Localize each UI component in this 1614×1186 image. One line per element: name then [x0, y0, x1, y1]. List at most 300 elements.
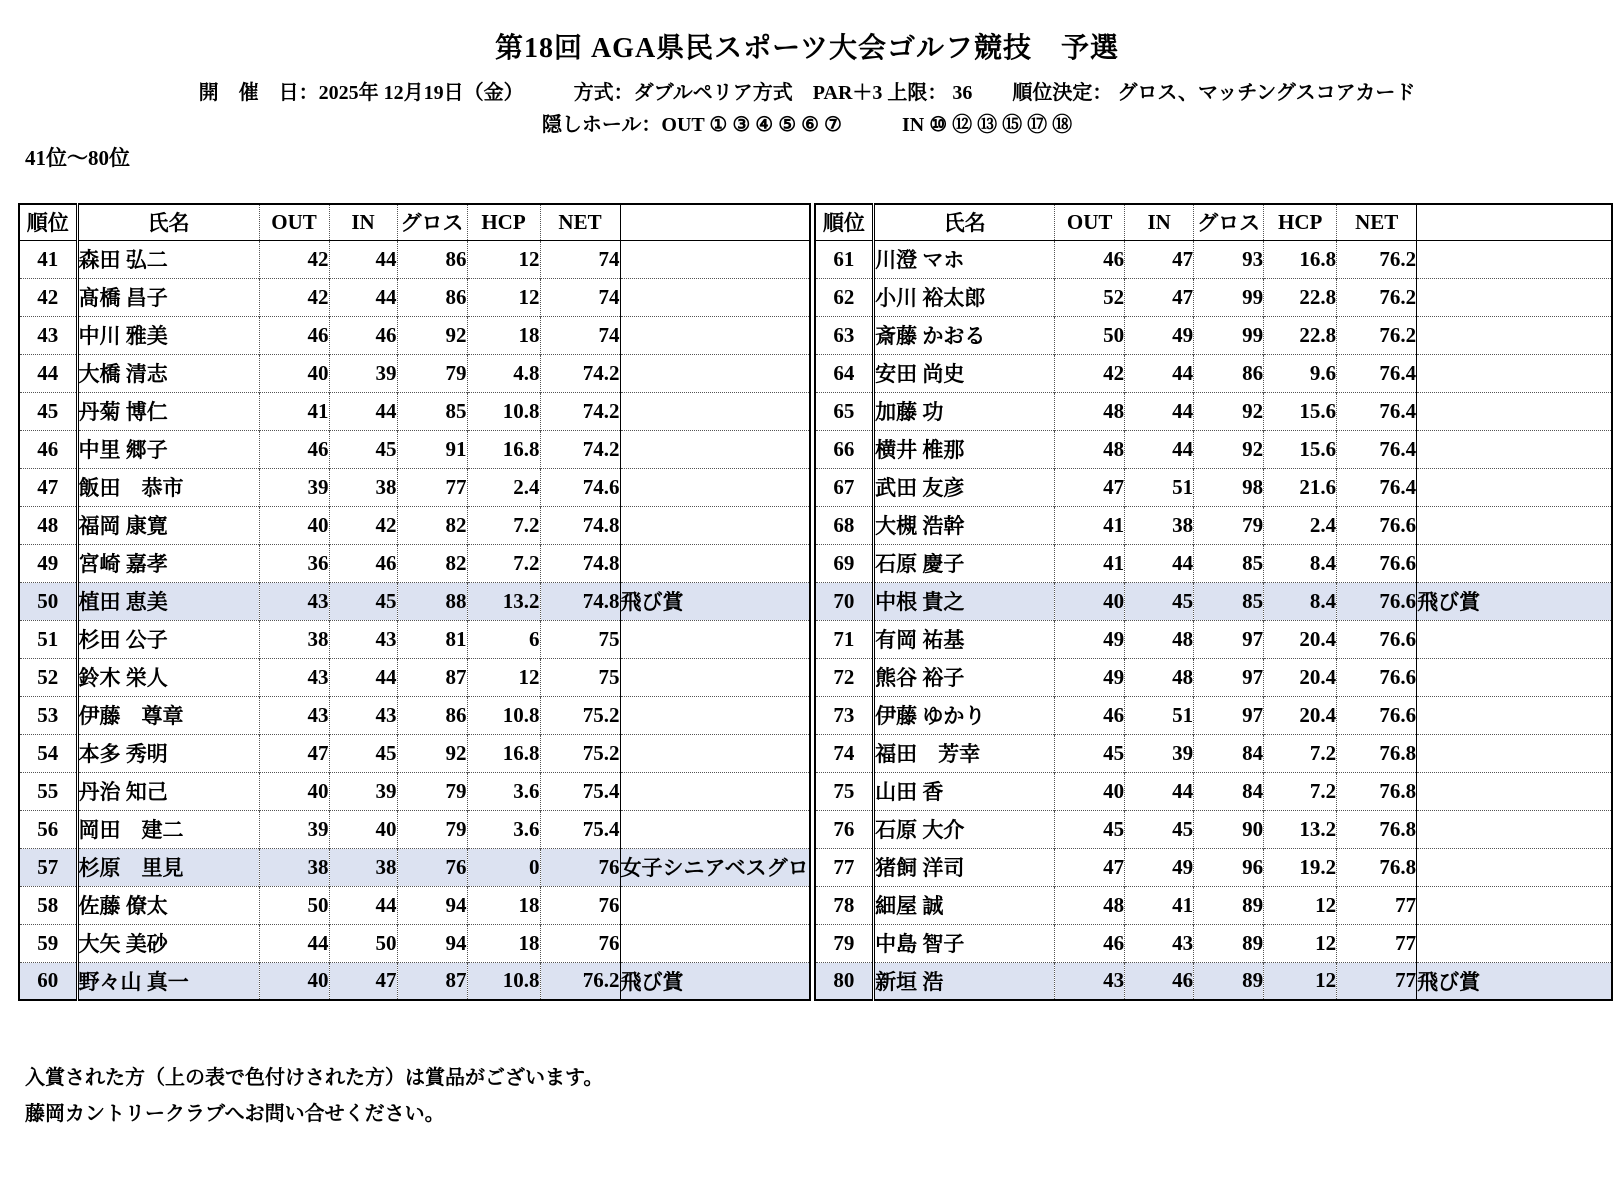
table-row — [815, 620, 1612, 658]
cell-out: 40 — [1055, 582, 1125, 620]
cell-net: 76.6 — [1337, 658, 1417, 696]
cell-gross: 99 — [1194, 278, 1264, 316]
cell-rank: 44 — [19, 354, 77, 392]
cell-net: 74.8 — [540, 506, 620, 544]
cell-remark: 飛び賞 — [620, 590, 684, 614]
cell-name: 佐藤 僚太 — [77, 886, 259, 924]
cell-in: 47 — [1125, 240, 1194, 278]
cell-hcp: 7.2 — [1264, 772, 1337, 810]
cell-in: 44 — [1125, 430, 1194, 468]
cell-hcp: 12 — [467, 658, 540, 696]
cell-hcp: 20.4 — [1264, 620, 1337, 658]
cell-remark — [1417, 810, 1612, 848]
column-header-hcp: HCP — [1264, 204, 1337, 240]
cell-net: 76.6 — [1337, 620, 1417, 658]
cell-net: 74.2 — [540, 392, 620, 430]
cell-in: 45 — [329, 582, 397, 620]
table-row — [19, 582, 810, 620]
cell-name: 森田 弘二 — [77, 240, 259, 278]
cell-rank: 49 — [19, 544, 77, 582]
cell-rank: 59 — [19, 924, 77, 962]
cell-rank: 62 — [815, 278, 874, 316]
cell-rank: 77 — [815, 848, 874, 886]
cell-out: 41 — [259, 392, 329, 430]
column-header-hcp: HCP — [467, 204, 540, 240]
cell-out: 43 — [259, 696, 329, 734]
cell-name: 中川 雅美 — [77, 316, 259, 354]
header-row — [815, 204, 1612, 240]
cell-gross: 96 — [1194, 848, 1264, 886]
cell-out: 46 — [259, 316, 329, 354]
cell-hcp: 16.8 — [467, 734, 540, 772]
cell-rank: 68 — [815, 506, 874, 544]
cell-out: 36 — [259, 544, 329, 582]
cell-gross: 85 — [1194, 582, 1264, 620]
cell-net: 76 — [540, 924, 620, 962]
cell-remark — [620, 696, 810, 734]
cell-rank: 58 — [19, 886, 77, 924]
cell-out: 38 — [259, 848, 329, 886]
cell-name: 加藤 功 — [874, 392, 1055, 430]
cell-name: 猪飼 洋司 — [874, 848, 1055, 886]
cell-net: 76.2 — [540, 962, 620, 1000]
cell-out: 47 — [1055, 848, 1125, 886]
table-row — [19, 620, 810, 658]
cell-hcp: 15.6 — [1264, 430, 1337, 468]
table-row — [19, 544, 810, 582]
cell-remark — [1417, 354, 1612, 392]
cell-hcp: 12 — [1264, 962, 1337, 1000]
cell-out: 47 — [1055, 468, 1125, 506]
cell-remark — [1417, 316, 1612, 354]
table-row — [815, 354, 1612, 392]
cell-rank: 71 — [815, 620, 874, 658]
cell-rank: 65 — [815, 392, 874, 430]
cell-name: 川澄 マホ — [874, 240, 1055, 278]
event-info-line: 開 催 日：2025年 12月19日（金） 方式：ダブルペリア方式 PAR＋3 上限： 36 順位決定： グロス、マッチングスコアカード — [198, 82, 1416, 104]
cell-net: 75.4 — [540, 810, 620, 848]
cell-remark — [620, 886, 810, 924]
cell-rank: 80 — [815, 962, 874, 1000]
cell-in: 39 — [1125, 734, 1194, 772]
cell-in: 45 — [329, 430, 397, 468]
cell-remark — [620, 544, 810, 582]
cell-in: 44 — [329, 658, 397, 696]
cell-out: 42 — [259, 278, 329, 316]
table-row — [815, 506, 1612, 544]
cell-remark — [620, 658, 810, 696]
cell-out: 38 — [259, 620, 329, 658]
cell-in: 42 — [329, 506, 397, 544]
cell-hcp: 18 — [467, 924, 540, 962]
cell-rank: 63 — [815, 316, 874, 354]
cell-net: 74 — [540, 316, 620, 354]
cell-rank: 48 — [19, 506, 77, 544]
cell-in: 50 — [329, 924, 397, 962]
cell-out: 39 — [259, 468, 329, 506]
cell-gross: 86 — [397, 696, 467, 734]
cell-hcp: 22.8 — [1264, 278, 1337, 316]
cell-remark — [1417, 430, 1612, 468]
cell-name: 丹治 知己 — [77, 772, 259, 810]
cell-in: 45 — [1125, 582, 1194, 620]
cell-in: 47 — [329, 962, 397, 1000]
cell-rank: 76 — [815, 810, 874, 848]
table-row — [19, 430, 810, 468]
results-tables — [18, 203, 1613, 1001]
cell-hcp: 10.8 — [467, 696, 540, 734]
cell-name: 野々山 真一 — [77, 962, 259, 1000]
cell-gross: 81 — [397, 620, 467, 658]
cell-hcp: 19.2 — [1264, 848, 1337, 886]
cell-in: 45 — [1125, 810, 1194, 848]
cell-net: 74.6 — [540, 468, 620, 506]
cell-in: 43 — [329, 620, 397, 658]
cell-name: 岡田 建二 — [77, 810, 259, 848]
cell-hcp: 7.2 — [1264, 734, 1337, 772]
cell-out: 49 — [1055, 658, 1125, 696]
cell-gross: 82 — [397, 506, 467, 544]
column-header-rank: 順位 — [815, 204, 874, 240]
cell-rank: 54 — [19, 734, 77, 772]
cell-gross: 89 — [1194, 924, 1264, 962]
cell-net: 76.2 — [1337, 240, 1417, 278]
cell-net: 75 — [540, 658, 620, 696]
cell-name: 髙橋 昌子 — [77, 278, 259, 316]
table-row — [19, 278, 810, 316]
cell-net: 76.2 — [1337, 316, 1417, 354]
cell-hcp: 13.2 — [1264, 810, 1337, 848]
cell-name: 鈴木 栄人 — [77, 658, 259, 696]
cell-in: 44 — [1125, 544, 1194, 582]
cell-name: 中里 郷子 — [77, 430, 259, 468]
cell-rank: 42 — [19, 278, 77, 316]
cell-remark: 女子シニアベスグロ — [620, 856, 809, 880]
cell-out: 48 — [1055, 430, 1125, 468]
cell-name: 大矢 美砂 — [77, 924, 259, 962]
table-row — [19, 886, 810, 924]
cell-out: 50 — [259, 886, 329, 924]
cell-gross: 87 — [397, 962, 467, 1000]
cell-hcp: 10.8 — [467, 962, 540, 1000]
cell-remark — [1417, 924, 1612, 962]
cell-out: 44 — [259, 924, 329, 962]
cell-in: 48 — [1125, 658, 1194, 696]
cell-hcp: 22.8 — [1264, 316, 1337, 354]
cell-remark — [1417, 620, 1612, 658]
cell-name: 杉田 公子 — [77, 620, 259, 658]
cell-rank: 70 — [815, 582, 874, 620]
cell-net: 74 — [540, 240, 620, 278]
results-table-41-60 — [18, 203, 811, 1001]
cell-net: 77 — [1337, 886, 1417, 924]
cell-rank: 47 — [19, 468, 77, 506]
cell-out: 46 — [1055, 924, 1125, 962]
cell-out: 46 — [259, 430, 329, 468]
cell-name: 細屋 誠 — [874, 886, 1055, 924]
cell-out: 50 — [1055, 316, 1125, 354]
cell-gross: 91 — [397, 430, 467, 468]
cell-rank: 64 — [815, 354, 874, 392]
cell-gross: 79 — [397, 772, 467, 810]
cell-name: 山田 香 — [874, 772, 1055, 810]
cell-gross: 92 — [1194, 430, 1264, 468]
cell-rank: 53 — [19, 696, 77, 734]
cell-out: 43 — [259, 658, 329, 696]
table-row — [815, 658, 1612, 696]
cell-in: 43 — [1125, 924, 1194, 962]
cell-name: 杉原 里見 — [77, 848, 259, 886]
cell-in: 46 — [329, 316, 397, 354]
cell-hcp: 8.4 — [1264, 544, 1337, 582]
page-title: 第18回 AGA県民スポーツ大会ゴルフ競技 予選 — [494, 33, 1120, 64]
cell-name: 宮崎 嘉孝 — [77, 544, 259, 582]
cell-in: 48 — [1125, 620, 1194, 658]
column-header-rank: 順位 — [19, 204, 77, 240]
cell-gross: 82 — [397, 544, 467, 582]
cell-name: 小川 裕太郎 — [874, 278, 1055, 316]
cell-gross: 85 — [397, 392, 467, 430]
table-row — [19, 696, 810, 734]
cell-net: 76.8 — [1337, 734, 1417, 772]
header-row — [19, 204, 810, 240]
cell-gross: 79 — [397, 354, 467, 392]
cell-net: 76.2 — [1337, 278, 1417, 316]
cell-out: 49 — [1055, 620, 1125, 658]
cell-out: 46 — [1055, 696, 1125, 734]
cell-hcp: 3.6 — [467, 810, 540, 848]
cell-hcp: 21.6 — [1264, 468, 1337, 506]
cell-hcp: 18 — [467, 316, 540, 354]
cell-hcp: 3.6 — [467, 772, 540, 810]
cell-remark: 飛び賞 — [1417, 969, 1481, 994]
cell-in: 44 — [1125, 772, 1194, 810]
table-row — [815, 430, 1612, 468]
cell-out: 40 — [1055, 772, 1125, 810]
column-header-in: IN — [329, 204, 397, 240]
cell-gross: 98 — [1194, 468, 1264, 506]
table-row — [815, 278, 1612, 316]
cell-hcp: 10.8 — [467, 392, 540, 430]
cell-in: 38 — [329, 848, 397, 886]
cell-remark — [1417, 772, 1612, 810]
cell-hcp: 13.2 — [467, 582, 540, 620]
cell-hcp: 12 — [467, 278, 540, 316]
cell-hcp: 20.4 — [1264, 658, 1337, 696]
cell-in: 47 — [1125, 278, 1194, 316]
cell-in: 41 — [1125, 886, 1194, 924]
table-row — [815, 582, 1612, 620]
cell-net: 76.8 — [1337, 848, 1417, 886]
cell-gross: 92 — [397, 316, 467, 354]
cell-remark — [1417, 886, 1612, 924]
column-header-in: IN — [1125, 204, 1194, 240]
cell-name: 大橋 清志 — [77, 354, 259, 392]
cell-rank: 79 — [815, 924, 874, 962]
cell-out: 43 — [259, 582, 329, 620]
cell-gross: 88 — [397, 582, 467, 620]
cell-rank: 74 — [815, 734, 874, 772]
cell-net: 76.4 — [1337, 392, 1417, 430]
cell-net: 76.4 — [1337, 468, 1417, 506]
cell-name: 斎藤 かおる — [874, 316, 1055, 354]
cell-gross: 92 — [1194, 392, 1264, 430]
cell-out: 40 — [259, 354, 329, 392]
cell-net: 76.4 — [1337, 430, 1417, 468]
column-header-out: OUT — [1055, 204, 1125, 240]
cell-in: 51 — [1125, 468, 1194, 506]
cell-rank: 73 — [815, 696, 874, 734]
column-header-remark — [620, 204, 810, 240]
column-header-net: NET — [1337, 204, 1417, 240]
cell-rank: 66 — [815, 430, 874, 468]
cell-rank: 61 — [815, 240, 874, 278]
table-row — [815, 886, 1612, 924]
cell-hcp: 12 — [467, 240, 540, 278]
cell-name: 伊藤 尊章 — [77, 696, 259, 734]
cell-gross: 97 — [1194, 696, 1264, 734]
cell-net: 76.6 — [1337, 506, 1417, 544]
cell-gross: 97 — [1194, 658, 1264, 696]
cell-name: 新垣 浩 — [874, 962, 1055, 1000]
cell-rank: 57 — [19, 848, 77, 886]
cell-in: 38 — [1125, 506, 1194, 544]
cell-gross: 86 — [1194, 354, 1264, 392]
cell-name: 植田 恵美 — [77, 582, 259, 620]
cell-rank: 46 — [19, 430, 77, 468]
cell-out: 45 — [1055, 734, 1125, 772]
cell-in: 38 — [329, 468, 397, 506]
cell-remark — [620, 354, 810, 392]
column-header-gross: グロス — [1194, 204, 1264, 240]
cell-hcp: 9.6 — [1264, 354, 1337, 392]
cell-net: 77 — [1337, 962, 1417, 1000]
cell-name: 飯田 恭市 — [77, 468, 259, 506]
cell-name: 武田 友彦 — [874, 468, 1055, 506]
cell-remark — [620, 316, 810, 354]
cell-net: 76.6 — [1337, 582, 1417, 620]
cell-remark — [620, 734, 810, 772]
cell-in: 44 — [329, 278, 397, 316]
cell-net: 76.6 — [1337, 544, 1417, 582]
cell-in: 40 — [329, 810, 397, 848]
cell-remark — [1417, 392, 1612, 430]
table-row — [815, 468, 1612, 506]
cell-in: 43 — [329, 696, 397, 734]
cell-hcp: 4.8 — [467, 354, 540, 392]
cell-name: 中島 智子 — [874, 924, 1055, 962]
cell-out: 41 — [1055, 506, 1125, 544]
table-row — [815, 772, 1612, 810]
table-row — [19, 848, 810, 886]
column-header-name: 氏名 — [874, 204, 1055, 240]
cell-gross: 90 — [1194, 810, 1264, 848]
cell-rank: 51 — [19, 620, 77, 658]
cell-in: 44 — [329, 886, 397, 924]
cell-hcp: 2.4 — [1264, 506, 1337, 544]
column-header-remark — [1417, 204, 1612, 240]
cell-gross: 97 — [1194, 620, 1264, 658]
cell-rank: 56 — [19, 810, 77, 848]
cell-rank: 75 — [815, 772, 874, 810]
cell-gross: 93 — [1194, 240, 1264, 278]
footer-prize-note: 入賞された方（上の表で色付けされた方）は賞品がございます。 — [25, 1067, 604, 1089]
cell-name: 本多 秀明 — [77, 734, 259, 772]
cell-out: 40 — [259, 962, 329, 1000]
cell-net: 77 — [1337, 924, 1417, 962]
cell-remark — [620, 240, 810, 278]
cell-name: 中根 貴之 — [874, 582, 1055, 620]
cell-remark: 飛び賞 — [1417, 590, 1481, 614]
cell-out: 39 — [259, 810, 329, 848]
cell-in: 46 — [1125, 962, 1194, 1000]
table-row — [19, 924, 810, 962]
cell-hcp: 2.4 — [467, 468, 540, 506]
cell-hcp: 18 — [467, 886, 540, 924]
table-row — [19, 316, 810, 354]
results-table-61-80 — [814, 203, 1613, 1001]
cell-out: 41 — [1055, 544, 1125, 582]
cell-net: 75 — [540, 620, 620, 658]
cell-in: 49 — [1125, 848, 1194, 886]
cell-net: 76 — [540, 886, 620, 924]
cell-rank: 78 — [815, 886, 874, 924]
table-row — [19, 658, 810, 696]
cell-in: 45 — [329, 734, 397, 772]
cell-rank: 67 — [815, 468, 874, 506]
cell-rank: 43 — [19, 316, 77, 354]
column-header-net: NET — [540, 204, 620, 240]
cell-out: 48 — [1055, 886, 1125, 924]
table-row — [19, 392, 810, 430]
cell-hcp: 8.4 — [1264, 582, 1337, 620]
cell-net: 76.4 — [1337, 354, 1417, 392]
cell-name: 伊藤 ゆかり — [874, 696, 1055, 734]
cell-out: 47 — [259, 734, 329, 772]
cell-hcp: 6 — [467, 620, 540, 658]
table-row — [815, 734, 1612, 772]
table-row — [19, 962, 810, 1000]
column-header-out: OUT — [259, 204, 329, 240]
cell-hcp: 20.4 — [1264, 696, 1337, 734]
cell-remark — [1417, 278, 1612, 316]
cell-gross: 85 — [1194, 544, 1264, 582]
cell-name: 石原 慶子 — [874, 544, 1055, 582]
table-row — [815, 392, 1612, 430]
cell-hcp: 0 — [467, 848, 540, 886]
cell-out: 46 — [1055, 240, 1125, 278]
cell-in: 39 — [329, 772, 397, 810]
table-row — [19, 772, 810, 810]
cell-net: 74 — [540, 278, 620, 316]
cell-gross: 94 — [397, 924, 467, 962]
cell-gross: 86 — [397, 278, 467, 316]
table-row — [815, 544, 1612, 582]
table-row — [19, 354, 810, 392]
cell-net: 76.8 — [1337, 772, 1417, 810]
cell-rank: 60 — [19, 962, 77, 1000]
rank-range-label: 41位～80位 — [25, 146, 130, 170]
cell-net: 74.8 — [540, 582, 620, 620]
cell-net: 74.2 — [540, 430, 620, 468]
cell-rank: 52 — [19, 658, 77, 696]
table-row — [815, 962, 1612, 1000]
table-row — [815, 848, 1612, 886]
cell-hcp: 12 — [1264, 886, 1337, 924]
footer-notes — [25, 1060, 603, 1132]
cell-hcp: 16.8 — [1264, 240, 1337, 278]
cell-net: 74.8 — [540, 544, 620, 582]
